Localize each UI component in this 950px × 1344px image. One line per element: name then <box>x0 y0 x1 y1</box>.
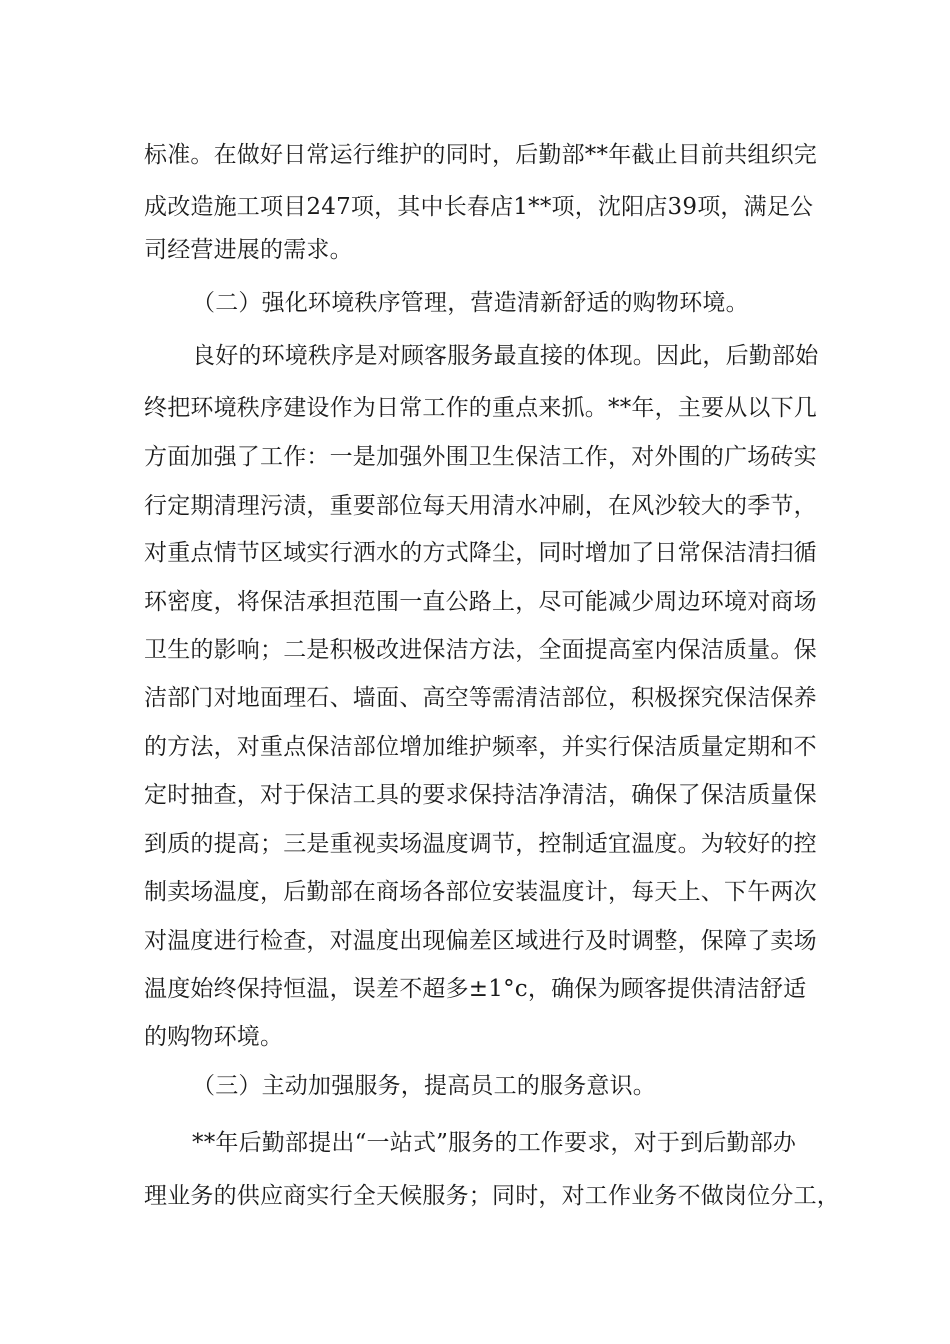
text-line: 行定期清理污渍，重要部位每天用清水冲刷，在风沙较大的季节， <box>144 493 817 519</box>
text-line: 对重点情节区域实行洒水的方式降尘，同时增加了日常保洁清扫循 <box>144 540 817 566</box>
text-line: 的方法，对重点保洁部位增加维护频率，并实行保洁质量定期和不 <box>144 734 817 760</box>
text-line: 终把环境秩序建设作为日常工作的重点来抓。**年，主要从以下几 <box>144 395 817 421</box>
text-line: 良好的环境秩序是对顾客服务最直接的体现。因此，后勤部始 <box>192 343 819 369</box>
text-line: 对温度进行检查，对温度出现偏差区域进行及时调整，保障了卖场 <box>144 928 817 954</box>
section-heading: （三）主动加强服务，提高员工的服务意识。 <box>192 1073 656 1099</box>
text-line: 方面加强了工作：一是加强外围卫生保洁工作，对外围的广场砖实 <box>144 444 817 470</box>
text-line: 定时抽查，对于保洁工具的要求保持洁净清洁，确保了保洁质量保 <box>144 782 817 808</box>
text-line: 司经营进展的需求。 <box>144 237 353 263</box>
text-line: 环密度，将保洁承担范围一直公路上，尽可能减少周边环境对商场 <box>144 589 817 615</box>
section-heading: （二）强化环境秩序管理，营造清新舒适的购物环境。 <box>192 290 749 316</box>
text-line: 制卖场温度，后勤部在商场各部位安装温度计，每天上、下午两次 <box>144 879 817 905</box>
text-line: 到质的提高；三是重视卖场温度调节，控制适宜温度。为较好的控 <box>144 831 817 857</box>
text-line: 成改造施工项目247项，其中长春店1**项，沈阳店39项，满足公 <box>144 194 814 220</box>
text-line: 温度始终保持恒温，误差不超多±1°c，确保为顾客提供清洁舒适 <box>144 976 807 1002</box>
text-line: **年后勤部提出“一站式”服务的工作要求，对于到后勤部办 <box>192 1130 797 1156</box>
text-line: 标准。在做好日常运行维护的同时，后勤部**年截止目前共组织完 <box>144 142 817 168</box>
text-line: 的购物环境。 <box>144 1024 284 1050</box>
text-line: 卫生的影响；二是积极改进保洁方法，全面提高室内保洁质量。保 <box>144 637 817 663</box>
text-line: 洁部门对地面理石、墙面、高空等需清洁部位，积极探究保洁保养 <box>144 685 817 711</box>
text-line: 理业务的供应商实行全天候服务；同时，对工作业务不做岗位分工， <box>144 1183 840 1209</box>
